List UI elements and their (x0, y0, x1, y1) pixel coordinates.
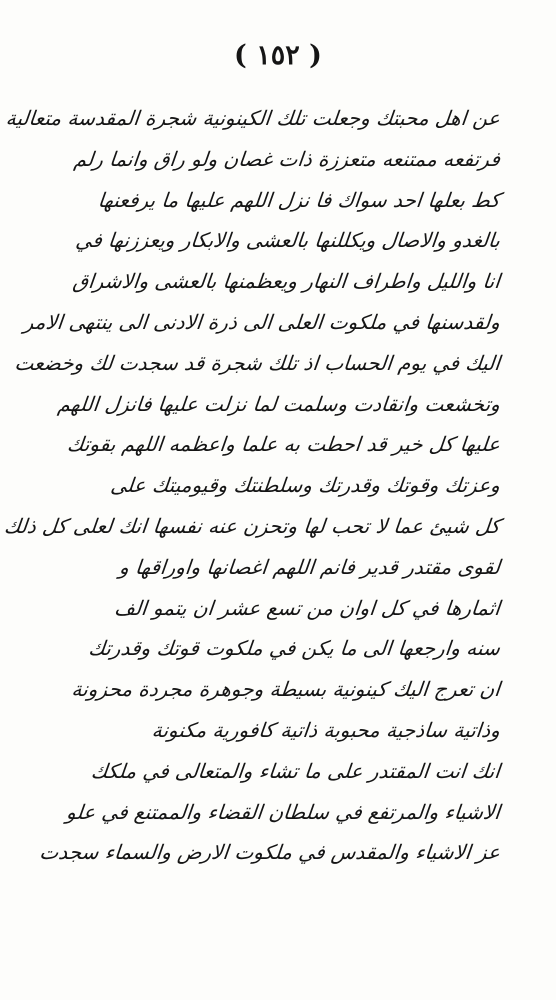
text-line-15: ان تعرج اليك كينونية بسيطة وجوهرة مجردة محزونة (70, 677, 502, 702)
manuscript-text (2, 98, 502, 873)
text-line-2: فرتفعه ممتنعه متعززة ذات غصان ولو راق وانما رلم (72, 146, 502, 171)
text-line-18: الاشياء والمرتفع في سلطان القضاء والممتنع في علو (65, 799, 502, 824)
text-line-14: سنه وارجعها الى ما يكن في ملكوت قوتك وقدرتك (87, 636, 502, 661)
text-line-4: بالغدو والاصال ويكللنها بالعشى والابكار ويعززنها في (74, 228, 502, 253)
text-line-13: اثمارها في كل اوان من تسع عشر ان يتمو الف (113, 595, 502, 620)
text-line-19: عز الاشياء والمقدس في ملكوت الارض والسماء سجدت (38, 840, 502, 865)
text-line-10: وعزتك وقوتك وقدرتك وسلطنتك وقيوميتك على (109, 473, 502, 498)
text-line-9: عليها كل خير قد احطت به علما واعظمه اللهم بقوتك (65, 432, 502, 457)
text-line-12: لقوى مقتدر قدير فانم اللهم اغصانها واوراقها و (118, 554, 502, 579)
text-line-8: وتخشعت وانقادت وسلمت لما نزلت عليها فانزل اللهم (56, 391, 502, 416)
text-line-7: اليك في يوم الحساب اذ تلك شجرة قد سجدت لك وخضعت (13, 350, 502, 375)
text-line-6: ولقدسنها في ملكوت العلى الى ذرة الادنى الى ينتهى الامر (22, 309, 502, 334)
text-line-3: كط بعلها احد سواك فا نزل اللهم عليها ما يرفعنها (96, 187, 502, 212)
text-line-16: وذاتية ساذجية محبوبة ذاتية كافورية مكنونة (150, 717, 502, 742)
text-line-17: انك انت المقتدر على ما تشاء والمتعالى في ملكك (89, 758, 502, 783)
page-number: ( ١٥٢ ) (234, 40, 322, 71)
text-line-5: انا والليل واطراف النهار ويعظمنها بالعشى والاشراق (71, 269, 502, 294)
text-line-11: كل شيئ عما لا تحب لها وتحزن عنه نفسها انك لعلى كل ذلك (2, 513, 502, 538)
text-line-1: عن اهل محبتك وجعلت تلك الكينونية شجرة المقدسة متعالية (4, 106, 502, 130)
